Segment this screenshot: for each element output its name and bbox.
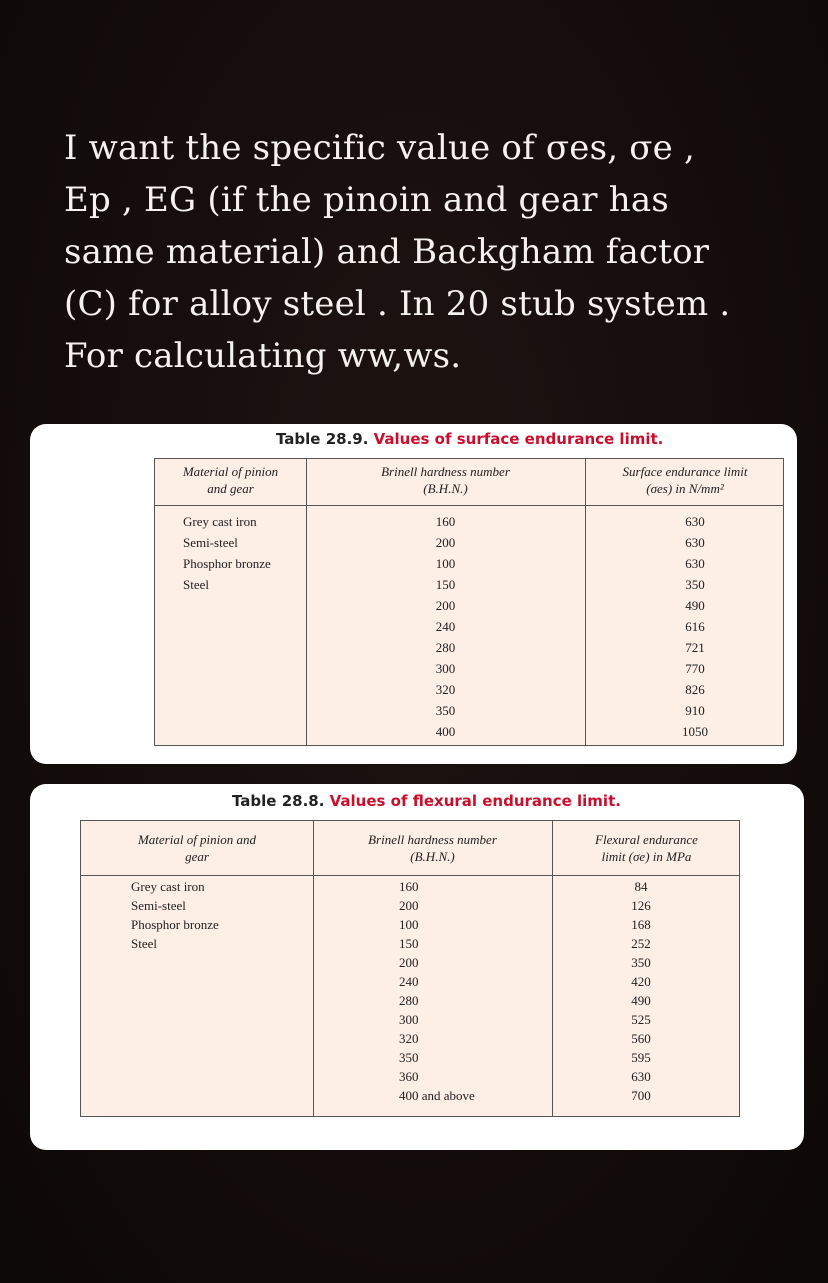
limit-column (635, 511, 755, 742)
question-text (64, 122, 804, 382)
limit-column (601, 877, 681, 1105)
material-column (131, 877, 219, 953)
table-cell: 910 (685, 703, 705, 718)
table-cell: 420 (631, 974, 651, 989)
table-cell: 160 (399, 879, 419, 894)
table-cell: 150 (399, 936, 419, 951)
header-bhn: Brinell hardness number (B.H.N.) (381, 464, 510, 496)
table-cell: 150 (435, 577, 456, 592)
header-limit: Surface endurance limit (σes) in N/mm² (622, 464, 748, 496)
header-material: Material of pinion and gear (182, 464, 279, 496)
table-cell: 350 (685, 577, 705, 592)
table-cell: 84 (634, 879, 648, 894)
table-cell: Phosphor bronze (131, 917, 219, 932)
table-cell: 168 (631, 917, 651, 932)
table-cell: Grey cast iron (131, 879, 205, 894)
table-cell: 200 (435, 535, 456, 550)
table-cell: Semi-steel (131, 898, 186, 913)
flexural-endurance-image (30, 784, 804, 1150)
question-line: same material) and Backgham factor (64, 232, 710, 272)
surface-endurance-table (154, 458, 784, 746)
table-cell: 360 (399, 1069, 419, 1084)
table-cell: 350 (435, 703, 456, 718)
table-cell: 350 (631, 955, 651, 970)
material-column (183, 511, 271, 595)
table-cell: 400 (435, 724, 456, 739)
table-cell: 826 (685, 682, 705, 697)
header-material: Material of pinion and gear (137, 832, 257, 864)
question-line: I want the specific value of σes, σe , (64, 128, 696, 168)
table-cell: 300 (435, 661, 456, 676)
table-cell: Phosphor bronze (183, 556, 271, 571)
table-cell: 630 (631, 1069, 651, 1084)
question-line: Ep , EG (if the pinoin and gear has (64, 180, 669, 220)
bhn-column (399, 877, 475, 1105)
surface-endurance-image (30, 424, 797, 764)
table-cell: 240 (435, 619, 456, 634)
table-cell: 560 (631, 1031, 651, 1046)
table-cell: 721 (685, 640, 705, 655)
table-title: Table 28.9. Values of surface endurance limit. (276, 430, 664, 448)
question-line: For calculating ww,ws. (64, 336, 462, 376)
table-cell: 320 (399, 1031, 419, 1046)
table-cell: Semi-steel (183, 535, 238, 550)
table-title: Table 28.8. Values of flexural endurance limit. (232, 792, 621, 810)
table-cell: 100 (399, 917, 419, 932)
table-cell: 616 (685, 619, 705, 634)
table-cell: 200 (435, 598, 456, 613)
table-cell: 350 (399, 1050, 419, 1065)
table-cell: 490 (685, 598, 705, 613)
table-cell: 200 (399, 955, 419, 970)
table-cell: 280 (399, 993, 419, 1008)
header-bhn: Brinell hardness number (B.H.N.) (368, 832, 497, 864)
table-cell: 770 (685, 661, 705, 676)
table-cell: 126 (631, 898, 651, 913)
table-cell: Grey cast iron (183, 514, 257, 529)
table-cell: 1050 (682, 724, 708, 739)
table-cell: 630 (685, 556, 705, 571)
table-cell: 490 (631, 993, 651, 1008)
table-cell: 525 (631, 1012, 651, 1027)
header-limit: Flexural endurance limit (σe) in MPa (595, 832, 698, 864)
table-cell: Steel (131, 936, 157, 951)
table-cell: 630 (685, 514, 705, 529)
table-cell: 252 (631, 936, 651, 951)
table-cell: Steel (183, 577, 209, 592)
flexural-endurance-table (80, 820, 740, 1117)
table-cell: 280 (435, 640, 456, 655)
question-line: (C) for alloy steel . In 20 stub system . (64, 284, 731, 324)
table-cell: 400 and above (399, 1088, 475, 1103)
table-cell: 200 (399, 898, 419, 913)
table-cell: 240 (399, 974, 419, 989)
table-cell: 700 (631, 1088, 651, 1103)
table-cell: 320 (435, 682, 456, 697)
table-cell: 630 (685, 535, 705, 550)
bhn-column (306, 511, 585, 742)
table-cell: 595 (631, 1050, 651, 1065)
table-cell: 300 (399, 1012, 419, 1027)
table-cell: 160 (435, 514, 456, 529)
table-cell: 100 (435, 556, 456, 571)
